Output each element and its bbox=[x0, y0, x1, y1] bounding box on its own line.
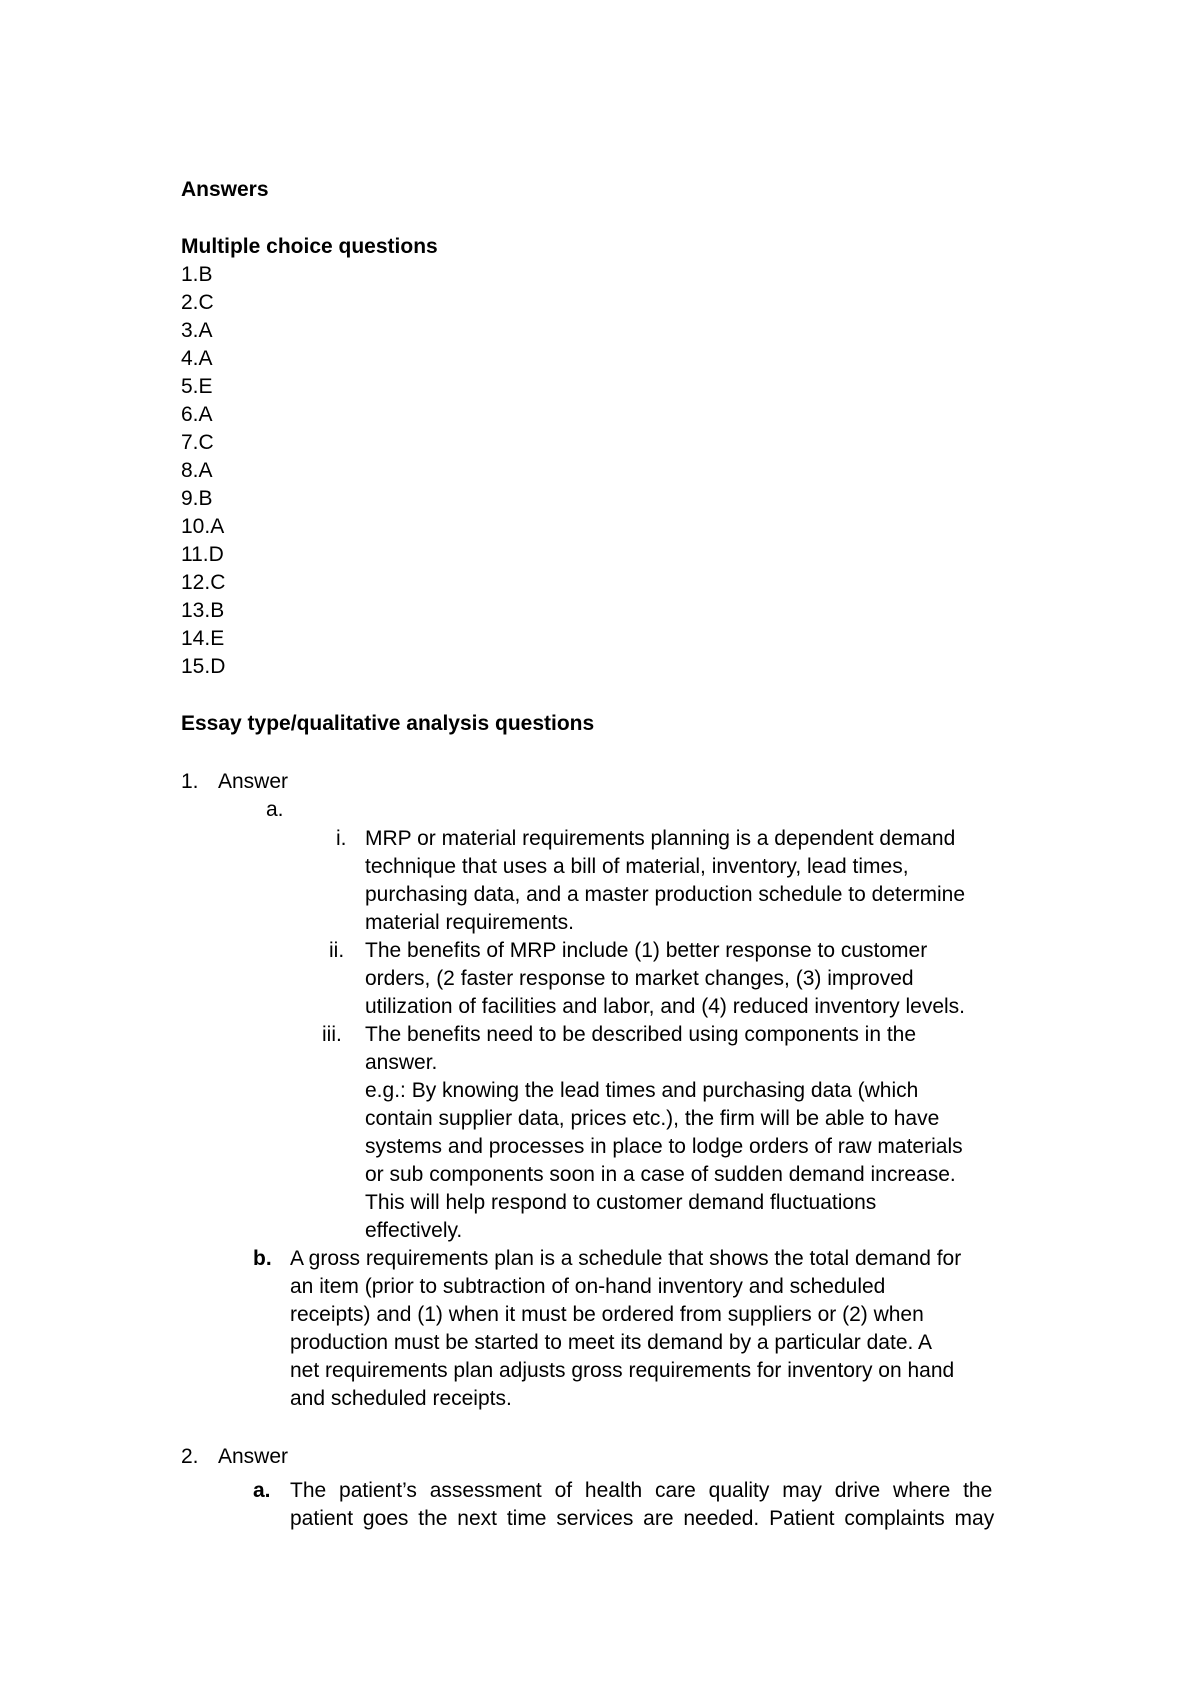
mcq-answer: 11.D bbox=[181, 543, 224, 566]
paragraph-line: e.g.: By knowing the lead times and purchasing data (which bbox=[365, 1079, 919, 1102]
answer-label: Answer bbox=[218, 770, 289, 793]
mcq-answer: 1.B bbox=[181, 263, 213, 286]
essay-heading: Essay type/qualitative analysis questions bbox=[181, 712, 595, 735]
mcq-answer: 13.B bbox=[181, 599, 225, 622]
paragraph-line: receipts) and (1) when it must be ordered from suppliers or (2) when bbox=[290, 1303, 924, 1326]
mcq-answer: 12.C bbox=[181, 571, 226, 594]
paragraph-line: technique that uses a bill of material, inventory, lead times, bbox=[365, 855, 909, 878]
paragraph-line: patient goes the next time services are needed. Patient complaints may bbox=[290, 1507, 995, 1530]
roman-marker-i: i. bbox=[336, 827, 347, 850]
sub-marker-a: a. bbox=[253, 1479, 271, 1502]
mcq-answer: 4.A bbox=[181, 347, 213, 370]
paragraph-line: effectively. bbox=[365, 1219, 463, 1242]
sub-marker-b: b. bbox=[253, 1247, 272, 1270]
roman-marker-iii: iii. bbox=[322, 1023, 342, 1046]
mcq-answer: 10.A bbox=[181, 515, 225, 538]
mcq-answer: 9.B bbox=[181, 487, 213, 510]
paragraph-line: systems and processes in place to lodge orders of raw materials bbox=[365, 1135, 963, 1158]
paragraph-line: The benefits of MRP include (1) better response to customer bbox=[365, 939, 928, 962]
paragraph-line: utilization of facilities and labor, and (4) reduced inventory levels. bbox=[365, 995, 965, 1018]
mcq-answer: 5.E bbox=[181, 375, 213, 398]
paragraph-line: This will help respond to customer demand fluctuations bbox=[365, 1191, 877, 1214]
paragraph-line: MRP or material requirements planning is a dependent demand bbox=[365, 827, 956, 850]
paragraph-line: A gross requirements plan is a schedule that shows the total demand for bbox=[290, 1247, 962, 1270]
page-title: Answers bbox=[181, 178, 269, 201]
mcq-answer: 15.D bbox=[181, 655, 226, 678]
paragraph-line: The patient’s assessment of health care quality may drive where the bbox=[290, 1479, 993, 1502]
list-number: 1. bbox=[181, 770, 199, 793]
paragraph-line: The benefits need to be described using components in the bbox=[365, 1023, 917, 1046]
mcq-answer: 14.E bbox=[181, 627, 225, 650]
paragraph-line: net requirements plan adjusts gross requirements for inventory on hand bbox=[290, 1359, 955, 1382]
paragraph-line: material requirements. bbox=[365, 911, 574, 934]
paragraph-line: orders, (2 faster response to market changes, (3) improved bbox=[365, 967, 914, 990]
mcq-answer: 7.C bbox=[181, 431, 214, 454]
mcq-answer: 3.A bbox=[181, 319, 213, 342]
paragraph-line: an item (prior to subtraction of on-hand inventory and scheduled bbox=[290, 1275, 886, 1298]
mcq-heading: Multiple choice questions bbox=[181, 235, 438, 258]
paragraph-line: production must be started to meet its demand by a particular date. A bbox=[290, 1331, 933, 1354]
mcq-answer: 6.A bbox=[181, 403, 213, 426]
paragraph-line: purchasing data, and a master production schedule to determine bbox=[365, 883, 966, 906]
mcq-answer: 2.C bbox=[181, 291, 214, 314]
paragraph-line: or sub components soon in a case of sudden demand increase. bbox=[365, 1163, 956, 1186]
list-number: 2. bbox=[181, 1445, 199, 1468]
paragraph-line: contain supplier data, prices etc.), the firm will be able to have bbox=[365, 1107, 940, 1130]
roman-marker-ii: ii. bbox=[329, 939, 345, 962]
mcq-answer: 8.A bbox=[181, 459, 213, 482]
paragraph-line: answer. bbox=[365, 1051, 438, 1074]
paragraph-line: and scheduled receipts. bbox=[290, 1387, 512, 1410]
sub-marker-a: a. bbox=[266, 798, 284, 821]
answer-label: Answer bbox=[218, 1445, 289, 1468]
